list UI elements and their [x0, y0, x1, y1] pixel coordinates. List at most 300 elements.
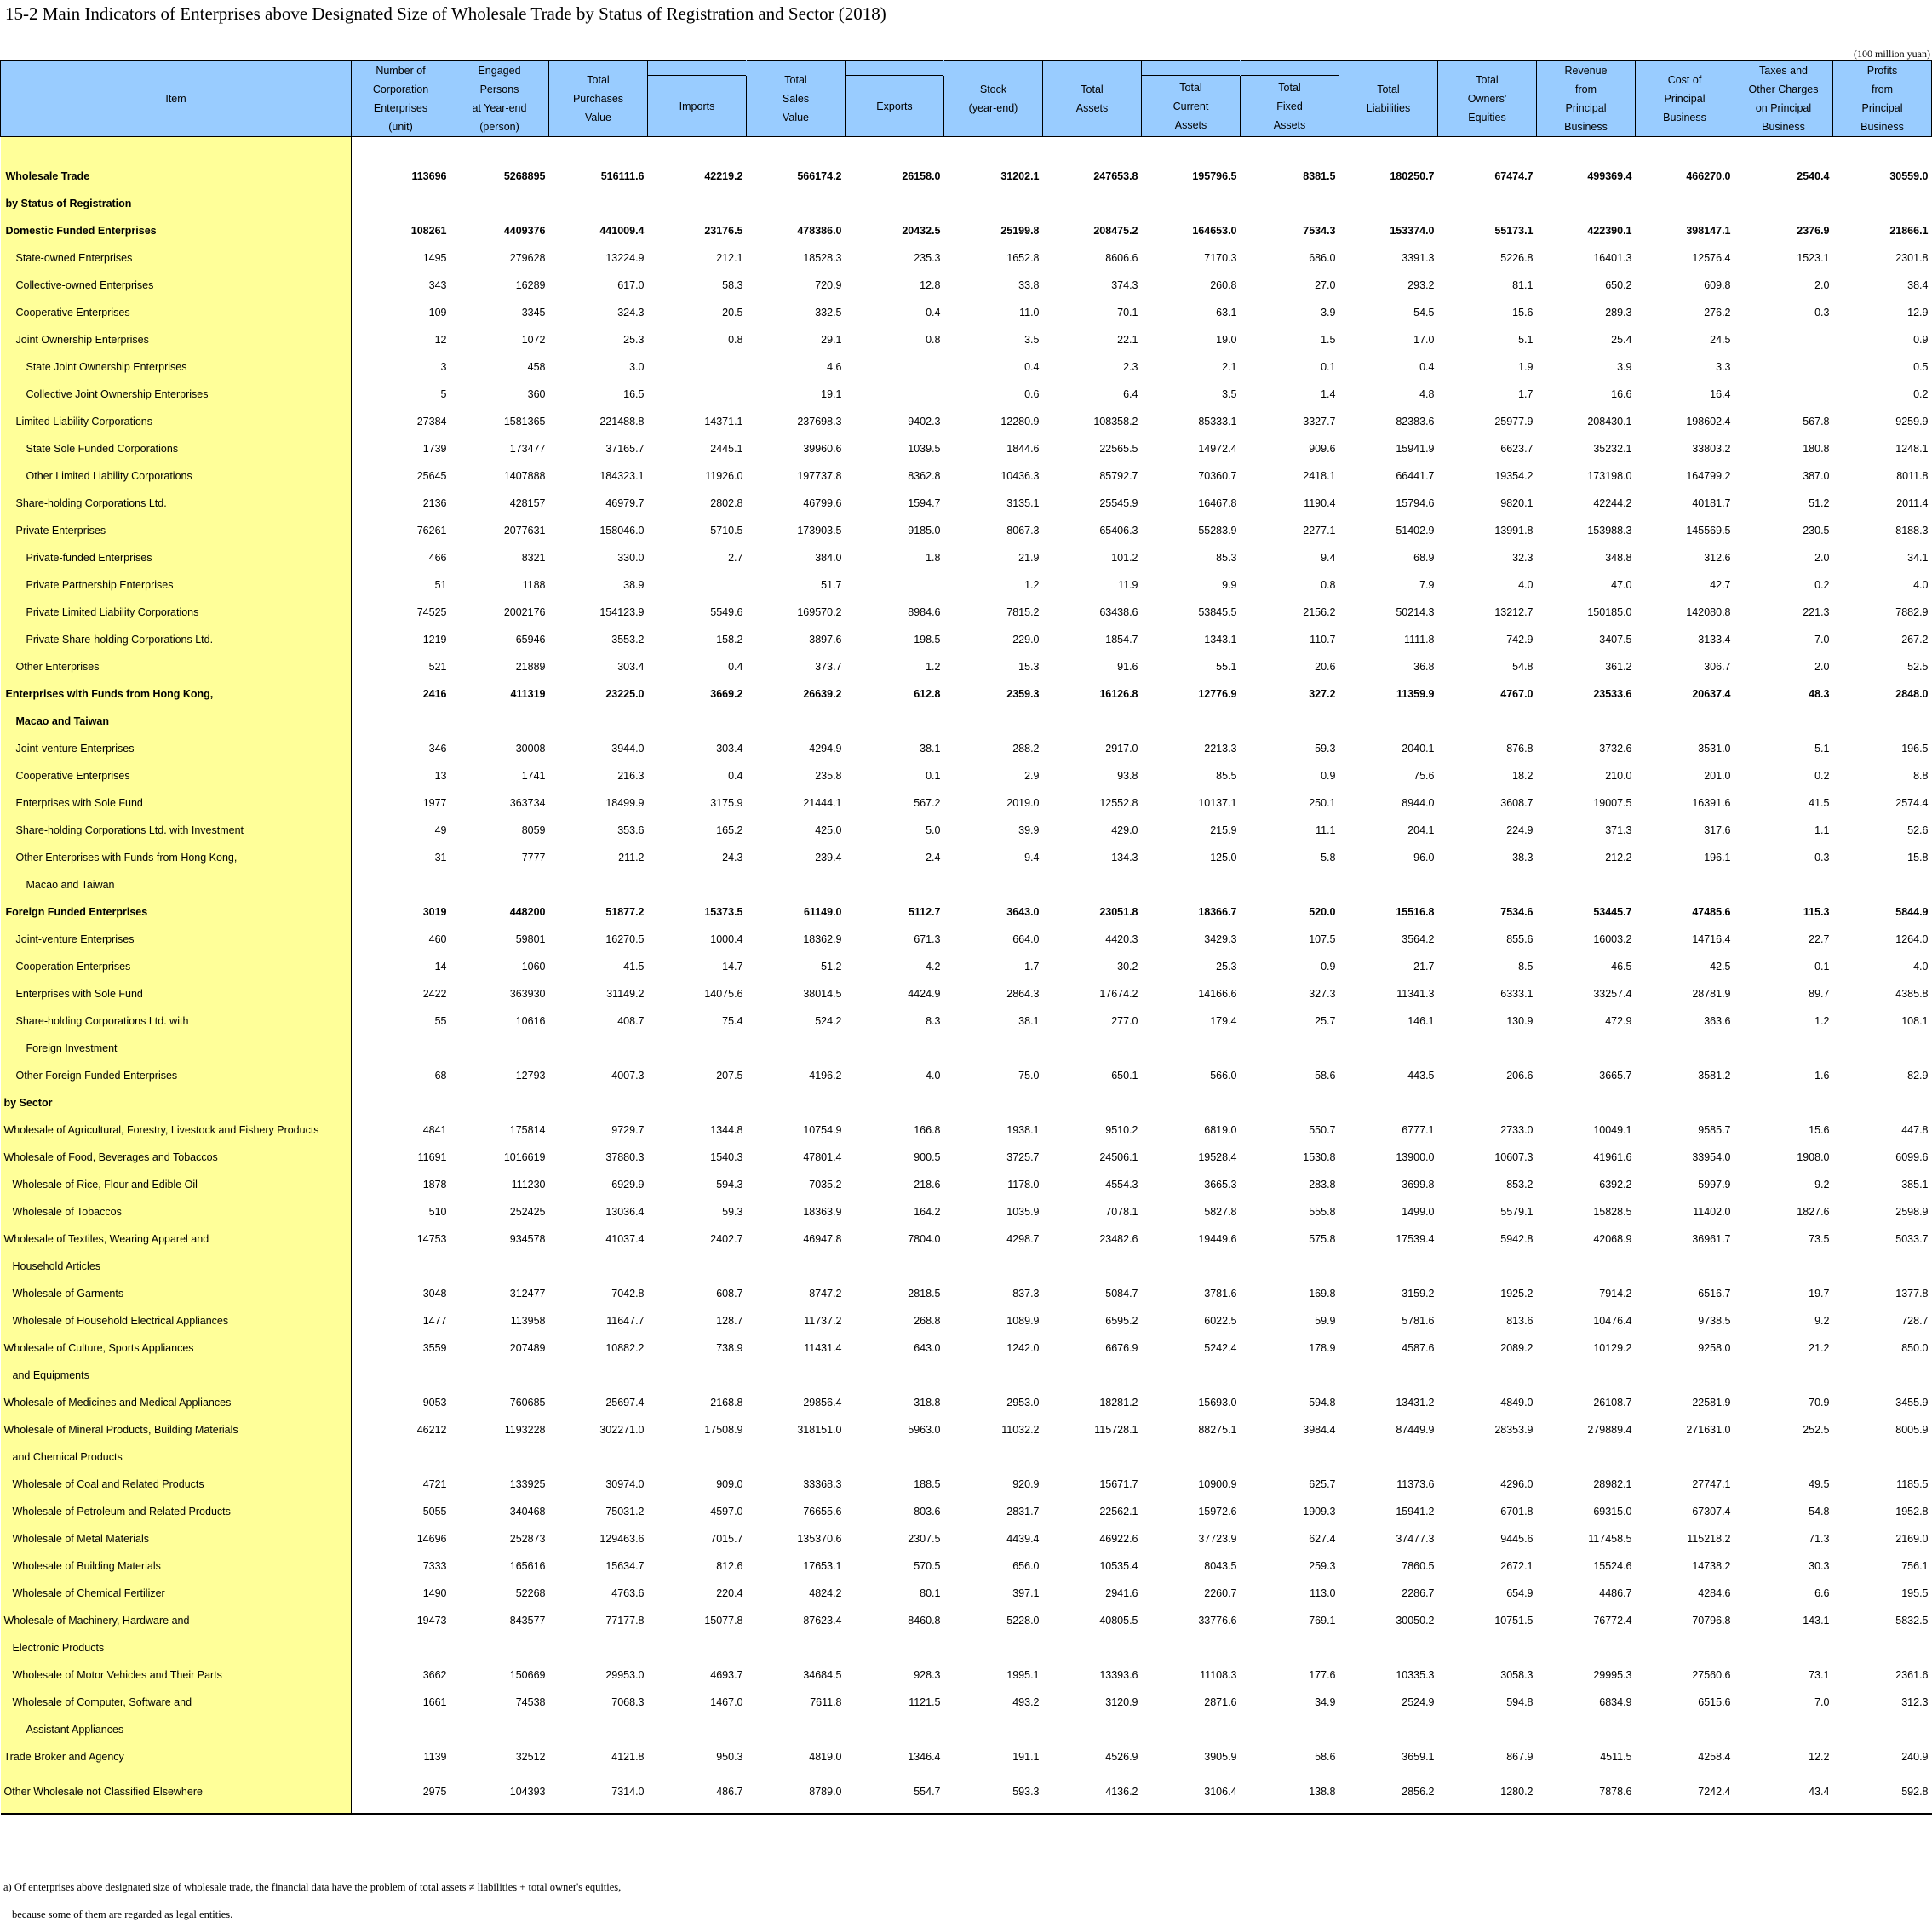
- table-cell: 361.2: [1605, 661, 1632, 673]
- table-cell: 11032.2: [1001, 1424, 1040, 1436]
- table-cell: 82.9: [1907, 1070, 1929, 1082]
- table-cell: 46947.8: [803, 1233, 842, 1245]
- table-cell: 4.0: [1518, 579, 1534, 591]
- table-cell: 51: [434, 579, 447, 591]
- table-cell: 10476.4: [1593, 1315, 1632, 1327]
- header-col-15: [1833, 61, 1932, 137]
- table-cell: 18363.9: [803, 1206, 842, 1218]
- table-cell: [1339, 1634, 1438, 1661]
- table-cell: [1734, 353, 1833, 381]
- table-cell: 52.6: [1907, 824, 1929, 836]
- table-cell: 49.5: [1809, 1478, 1830, 1490]
- table-cell: [450, 1634, 549, 1661]
- table-cell: 2286.7: [1402, 1587, 1435, 1599]
- table-cell: 6819.0: [1204, 1124, 1237, 1136]
- table-cell: 2524.9: [1402, 1696, 1435, 1708]
- table-cell: 37723.9: [1198, 1533, 1237, 1545]
- table-cell: 2019.0: [1006, 797, 1040, 809]
- table-row: [1, 1498, 1932, 1525]
- table-cell: 30559.0: [1889, 170, 1929, 182]
- table-cell: 6.4: [1123, 388, 1138, 400]
- table-cell: 1178.0: [1007, 1179, 1040, 1191]
- table-cell: 813.6: [1506, 1315, 1534, 1327]
- table-cell: 19007.5: [1593, 797, 1632, 809]
- table-cell: 221.3: [1803, 606, 1830, 618]
- table-cell: 260.8: [1210, 279, 1237, 291]
- table-cell: 38.3: [1512, 852, 1534, 864]
- table-cell: 42.7: [1710, 579, 1731, 591]
- table-cell: [352, 190, 450, 217]
- table-row: [1, 272, 1932, 299]
- table-cell: 5827.8: [1204, 1206, 1237, 1218]
- table-cell: 3: [440, 361, 447, 373]
- row-label: State-owned Enterprises: [15, 252, 133, 264]
- table-cell: 113.0: [1310, 1587, 1336, 1599]
- table-cell: 24506.1: [1099, 1151, 1138, 1163]
- row-label: Cooperation Enterprises: [15, 961, 131, 973]
- table-cell: 169570.2: [797, 606, 842, 618]
- table-cell: 742.9: [1506, 634, 1534, 646]
- table-cell: 1490: [422, 1587, 447, 1599]
- table-cell: 2917.0: [1105, 743, 1138, 755]
- table-cell: 15.6: [1809, 1124, 1830, 1136]
- table-cell: 26108.7: [1593, 1397, 1632, 1409]
- row-label: Wholesale of Machinery, Hardware and: [3, 1615, 190, 1627]
- table-cell: 550.7: [1309, 1124, 1336, 1136]
- table-cell: 384.0: [815, 552, 842, 564]
- table-cell: 70.1: [1117, 307, 1138, 318]
- table-cell: 2672.1: [1500, 1560, 1534, 1572]
- table-cell: 13431.2: [1396, 1397, 1435, 1409]
- table-cell: 34.1: [1907, 552, 1929, 564]
- table-cell: 340468: [509, 1506, 546, 1518]
- table-cell: 7170.3: [1204, 252, 1237, 264]
- table-cell: 4196.2: [809, 1070, 842, 1082]
- header-line: Other Charges: [1748, 83, 1819, 95]
- table-cell: 18281.2: [1099, 1397, 1138, 1409]
- table-row: [1, 1471, 1932, 1498]
- table-cell: 76261: [416, 525, 447, 537]
- table-cell: [1241, 1089, 1339, 1116]
- table-cell: 51877.2: [605, 906, 645, 918]
- table-cell: 82383.6: [1396, 416, 1435, 427]
- table-cell: 25.3: [623, 334, 645, 346]
- table-cell: [549, 1089, 648, 1116]
- table-cell: 33.8: [1018, 279, 1040, 291]
- table-cell: 803.6: [914, 1506, 941, 1518]
- table-cell: [747, 1253, 846, 1280]
- table-cell: 3.9: [1617, 361, 1632, 373]
- table-cell: 215.9: [1210, 824, 1237, 836]
- table-cell: 25.3: [1216, 961, 1237, 973]
- table-cell: 267.2: [1901, 634, 1929, 646]
- table-cell: 0.4: [728, 770, 743, 782]
- table-cell: [352, 871, 450, 898]
- table-cell: 28982.1: [1593, 1478, 1632, 1490]
- table-cell: 42219.2: [704, 170, 743, 182]
- table-cell: 343: [428, 279, 447, 291]
- unit-label: (100 million yuan): [1854, 48, 1930, 60]
- table-cell: 16401.3: [1593, 252, 1632, 264]
- table-cell: 3133.4: [1698, 634, 1731, 646]
- header-line: Fixed: [1276, 100, 1303, 112]
- table-cell: 10882.2: [605, 1342, 645, 1354]
- table-row: [1, 599, 1932, 626]
- row-label: Share-holding Corporations Ltd. with: [15, 1015, 189, 1027]
- table-cell: 2.4: [926, 852, 941, 864]
- table-cell: 5832.5: [1895, 1615, 1929, 1627]
- row-label: Other Enterprises with Funds from Hong Kong,: [15, 852, 238, 864]
- table-cell: 3058.3: [1500, 1669, 1534, 1681]
- table-cell: 15828.5: [1593, 1206, 1632, 1218]
- table-cell: 900.5: [914, 1151, 941, 1163]
- table-cell: 229.0: [1012, 634, 1040, 646]
- table-cell: [846, 1089, 944, 1116]
- table-cell: 3120.9: [1105, 1696, 1138, 1708]
- table-cell: 1344.8: [710, 1124, 743, 1136]
- row-label: Joint Ownership Enterprises: [15, 334, 149, 346]
- table-cell: 2418.1: [1303, 470, 1336, 482]
- row-label: Assistant Appliances: [26, 1724, 124, 1736]
- table-cell: 67307.4: [1692, 1506, 1731, 1518]
- table-cell: 1827.6: [1797, 1206, 1830, 1218]
- table-cell: 7611.8: [810, 1696, 842, 1708]
- table-cell: 18528.3: [803, 252, 842, 264]
- table-cell: 40181.7: [1692, 497, 1731, 509]
- table-cell: [1339, 871, 1438, 898]
- table-cell: 107.5: [1309, 933, 1336, 945]
- header-line: Purchases: [572, 93, 624, 105]
- table-cell: 173903.5: [797, 525, 842, 537]
- table-cell: 6.6: [1814, 1587, 1830, 1599]
- table-cell: 348.8: [1605, 552, 1632, 564]
- table-cell: 8.8: [1913, 770, 1929, 782]
- table-cell: 15.6: [1512, 307, 1534, 318]
- row-label: State Sole Funded Corporations: [26, 443, 179, 455]
- table-cell: 7860.5: [1402, 1560, 1435, 1572]
- table-cell: [549, 190, 648, 217]
- table-cell: 5: [440, 388, 447, 400]
- table-cell: 3048: [422, 1288, 447, 1300]
- table-cell: 130.9: [1506, 1015, 1534, 1027]
- table-cell: 165.2: [716, 824, 743, 836]
- table-cell: 0.4: [728, 661, 743, 673]
- table-cell: 28353.9: [1494, 1424, 1534, 1436]
- header-line: (unit): [388, 121, 413, 133]
- table-cell: [648, 1253, 747, 1280]
- table-cell: 279889.4: [1587, 1424, 1632, 1436]
- table-row: [1, 708, 1932, 735]
- table-cell: [1537, 190, 1636, 217]
- table-cell: 4007.3: [611, 1070, 645, 1082]
- table-cell: 327.2: [1309, 688, 1336, 700]
- table-cell: 1139: [423, 1751, 447, 1763]
- table-row: [1, 1007, 1932, 1035]
- table-cell: [944, 1362, 1043, 1389]
- table-cell: [747, 1362, 846, 1389]
- table-cell: [1734, 326, 1833, 353]
- table-cell: 10607.3: [1494, 1151, 1534, 1163]
- table-cell: 10137.1: [1198, 797, 1237, 809]
- table-cell: 3.5: [1222, 388, 1237, 400]
- table-cell: 37165.7: [605, 443, 645, 455]
- table-cell: 70796.8: [1692, 1615, 1731, 1627]
- table-row: [1, 1171, 1932, 1198]
- table-cell: [1043, 708, 1142, 735]
- table-cell: [747, 871, 846, 898]
- table-cell: 207.5: [716, 1070, 743, 1082]
- header-line: Business: [1860, 121, 1904, 133]
- table-cell: 3391.3: [1402, 252, 1435, 264]
- table-cell: 2941.6: [1105, 1587, 1138, 1599]
- table-cell: [1636, 1089, 1734, 1116]
- table-cell: 555.8: [1309, 1206, 1336, 1218]
- table-cell: 5112.7: [908, 906, 941, 918]
- table-cell: 11402.0: [1693, 1206, 1731, 1218]
- table-cell: 3.3: [1716, 361, 1731, 373]
- header-line: Exports: [876, 100, 913, 112]
- table-cell: 5942.8: [1500, 1233, 1534, 1245]
- table-cell: 4.0: [926, 1070, 941, 1082]
- table-cell: [1339, 1362, 1438, 1389]
- table-cell: 2871.6: [1204, 1696, 1237, 1708]
- table-cell: 27747.1: [1692, 1478, 1731, 1490]
- table-cell: 4511.5: [1600, 1751, 1632, 1763]
- table-cell: 443.5: [1407, 1070, 1435, 1082]
- table-cell: 312.6: [1704, 552, 1731, 564]
- table-cell: 166.8: [914, 1124, 941, 1136]
- table-cell: [450, 1035, 549, 1062]
- table-cell: 66441.7: [1396, 470, 1435, 482]
- table-cell: 69315.0: [1593, 1506, 1632, 1518]
- table-cell: 5.1: [1814, 743, 1830, 755]
- table-cell: [1833, 1716, 1932, 1743]
- row-label: State Joint Ownership Enterprises: [26, 361, 187, 373]
- table-cell: 15524.6: [1593, 1560, 1632, 1572]
- table-cell: 812.6: [716, 1560, 743, 1572]
- table-cell: [1339, 1716, 1438, 1743]
- row-label: Wholesale of Rice, Flour and Edible Oil: [12, 1179, 198, 1191]
- table-cell: 247653.8: [1093, 170, 1138, 182]
- table-row: [1, 1389, 1932, 1416]
- table-cell: [648, 1035, 747, 1062]
- row-label: Electronic Products: [12, 1642, 105, 1654]
- table-cell: 5228.0: [1006, 1615, 1040, 1627]
- table-cell: 2416: [422, 688, 447, 700]
- row-label: Private Enterprises: [15, 525, 106, 537]
- row-label: Household Articles: [12, 1260, 101, 1272]
- table-row: [1, 762, 1932, 789]
- table-cell: 3.9: [1321, 307, 1336, 318]
- table-cell: 441009.4: [599, 225, 645, 237]
- table-row: [1, 490, 1932, 517]
- table-cell: 346: [428, 743, 447, 755]
- table-row: [1, 217, 1932, 244]
- header-col-4: [747, 61, 846, 137]
- table-cell: 0.1: [1321, 361, 1336, 373]
- table-cell: 237698.3: [797, 416, 842, 427]
- header-col-1: [450, 61, 549, 137]
- table-cell: 9729.7: [611, 1124, 645, 1136]
- table-body: [1, 137, 1932, 1815]
- table-cell: 756.1: [1901, 1560, 1929, 1572]
- row-label: Wholesale of Mineral Products, Building Materials: [3, 1424, 238, 1436]
- table-cell: 332.5: [815, 307, 842, 318]
- table-cell: [1043, 1035, 1142, 1062]
- table-cell: 7042.8: [611, 1288, 645, 1300]
- table-cell: 1.6: [1814, 1070, 1830, 1082]
- table-cell: 1581365: [503, 416, 546, 427]
- table-cell: 650.1: [1111, 1070, 1138, 1082]
- table-cell: 6834.9: [1599, 1696, 1632, 1708]
- table-cell: 2077631: [503, 525, 546, 537]
- table-cell: 2002176: [503, 606, 546, 618]
- table-cell: [1241, 871, 1339, 898]
- table-cell: 14166.6: [1198, 988, 1237, 1000]
- table-row: [1, 1525, 1932, 1552]
- table-cell: 4.8: [1419, 388, 1435, 400]
- table-cell: 30050.2: [1396, 1615, 1435, 1627]
- header-item: Item: [1, 61, 352, 137]
- table-cell: 179.4: [1210, 1015, 1237, 1027]
- table-cell: [1537, 1443, 1636, 1471]
- table-cell: 41.5: [1809, 797, 1830, 809]
- table-cell: [1537, 871, 1636, 898]
- table-cell: 303.4: [617, 661, 645, 673]
- table-cell: 85.3: [1216, 552, 1237, 564]
- table-cell: [648, 353, 747, 381]
- table-cell: 40805.5: [1099, 1615, 1138, 1627]
- table-cell: 3662: [422, 1669, 447, 1681]
- indicators-table: [0, 60, 1932, 1815]
- row-label: Domestic Funded Enterprises: [5, 225, 157, 237]
- table-cell: 113696: [411, 170, 447, 182]
- table-cell: [1043, 1362, 1142, 1389]
- row-label: Enterprises with Funds from Hong Kong,: [5, 688, 214, 700]
- table-cell: 7882.9: [1895, 606, 1929, 618]
- table-cell: 55283.9: [1198, 525, 1237, 537]
- table-row: [1, 381, 1932, 408]
- header-line: Assets: [1273, 118, 1306, 131]
- table-cell: 9.4: [1024, 852, 1040, 864]
- table-cell: [1734, 1634, 1833, 1661]
- row-label: Other Wholesale not Classified Elsewhere: [3, 1786, 203, 1798]
- table-cell: [846, 190, 944, 217]
- table-cell: 0.5: [1913, 361, 1929, 373]
- table-cell: 4424.9: [908, 988, 941, 1000]
- table-cell: [944, 190, 1043, 217]
- table-cell: 218.6: [914, 1179, 941, 1191]
- header-line: (year-end): [968, 102, 1018, 114]
- table-cell: 6333.1: [1500, 988, 1534, 1000]
- table-cell: 146.1: [1407, 1015, 1435, 1027]
- table-cell: 289.3: [1605, 307, 1632, 318]
- table-cell: 425.0: [815, 824, 842, 836]
- table-cell: 303.4: [716, 743, 743, 755]
- table-cell: [648, 1089, 747, 1116]
- table-cell: 769.1: [1309, 1615, 1336, 1627]
- table-cell: 14371.1: [704, 416, 743, 427]
- table-cell: 0.3: [1814, 852, 1830, 864]
- table-cell: 2848.0: [1895, 688, 1929, 700]
- table-cell: [352, 1716, 450, 1743]
- table-cell: 2953.0: [1006, 1397, 1040, 1409]
- table-cell: 30.3: [1809, 1560, 1830, 1572]
- table-cell: 115.3: [1803, 906, 1830, 918]
- table-cell: [1438, 1253, 1537, 1280]
- table-cell: 6099.6: [1895, 1151, 1929, 1163]
- table-cell: 11926.0: [705, 470, 743, 482]
- table-cell: 8059: [521, 824, 546, 836]
- table-cell: 510: [428, 1206, 447, 1218]
- table-cell: 5781.6: [1402, 1315, 1435, 1327]
- header-line: Revenue: [1564, 65, 1608, 77]
- row-label: by Sector: [3, 1097, 53, 1109]
- row-label: Wholesale of Medicines and Medical Appliances: [3, 1397, 232, 1409]
- header-line: from: [1872, 83, 1893, 95]
- table-cell: 1035.9: [1006, 1206, 1040, 1218]
- table-cell: 0.9: [1913, 334, 1929, 346]
- table-cell: 138.8: [1241, 1770, 1339, 1814]
- table-cell: 1495: [422, 252, 447, 264]
- table-cell: 1121.5: [909, 1696, 941, 1708]
- table-cell: 9402.3: [908, 416, 941, 427]
- table-cell: 1977: [422, 797, 447, 809]
- row-label: Wholesale of Food, Beverages and Tobaccos: [3, 1151, 218, 1163]
- table-cell: 9.2: [1814, 1179, 1830, 1191]
- table-cell: 3019: [422, 906, 447, 918]
- table-cell: [549, 1035, 648, 1062]
- row-label: Other Foreign Funded Enterprises: [15, 1070, 178, 1082]
- table-row: [1, 1144, 1932, 1171]
- table-cell: 3159.2: [1402, 1288, 1435, 1300]
- table-cell: 1190.4: [1304, 497, 1336, 509]
- table-cell: [747, 1716, 846, 1743]
- table-cell: 2361.6: [1895, 1669, 1929, 1681]
- table-cell: 9510.2: [1105, 1124, 1138, 1136]
- table-cell: 14075.6: [704, 988, 743, 1000]
- table-cell: 8005.9: [1895, 1424, 1929, 1436]
- header-line: Owners': [1467, 93, 1507, 105]
- table-cell: 33368.3: [803, 1478, 842, 1490]
- table-cell: 15671.7: [1099, 1478, 1138, 1490]
- table-cell: 1248.1: [1895, 443, 1929, 455]
- table-cell: 928.3: [914, 1669, 941, 1681]
- table-cell: [648, 708, 747, 735]
- table-cell: 371.3: [1605, 824, 1632, 836]
- table-cell: 21444.1: [803, 797, 842, 809]
- table-cell: 61149.0: [804, 906, 842, 918]
- table-cell: 43.4: [1734, 1770, 1833, 1814]
- table-cell: 2213.3: [1204, 743, 1237, 755]
- table-cell: 13900.0: [1396, 1151, 1435, 1163]
- table-cell: [1734, 1443, 1833, 1471]
- table-cell: 4294.9: [809, 743, 842, 755]
- table-cell: 13036.4: [605, 1206, 645, 1218]
- table-cell: 250.1: [1309, 797, 1336, 809]
- table-cell: 29.1: [821, 334, 842, 346]
- table-cell: 21866.1: [1889, 225, 1929, 237]
- table-cell: 6929.9: [611, 1179, 645, 1191]
- table-cell: 4597.0: [710, 1506, 743, 1518]
- table-cell: 4.2: [926, 961, 941, 973]
- table-cell: 8381.5: [1303, 170, 1336, 182]
- table-cell: 8.5: [1518, 961, 1534, 973]
- table-cell: 115728.1: [1094, 1424, 1138, 1436]
- table-cell: 26639.2: [803, 688, 842, 700]
- table-cell: 25645: [416, 470, 447, 482]
- table-cell: 3175.9: [710, 797, 743, 809]
